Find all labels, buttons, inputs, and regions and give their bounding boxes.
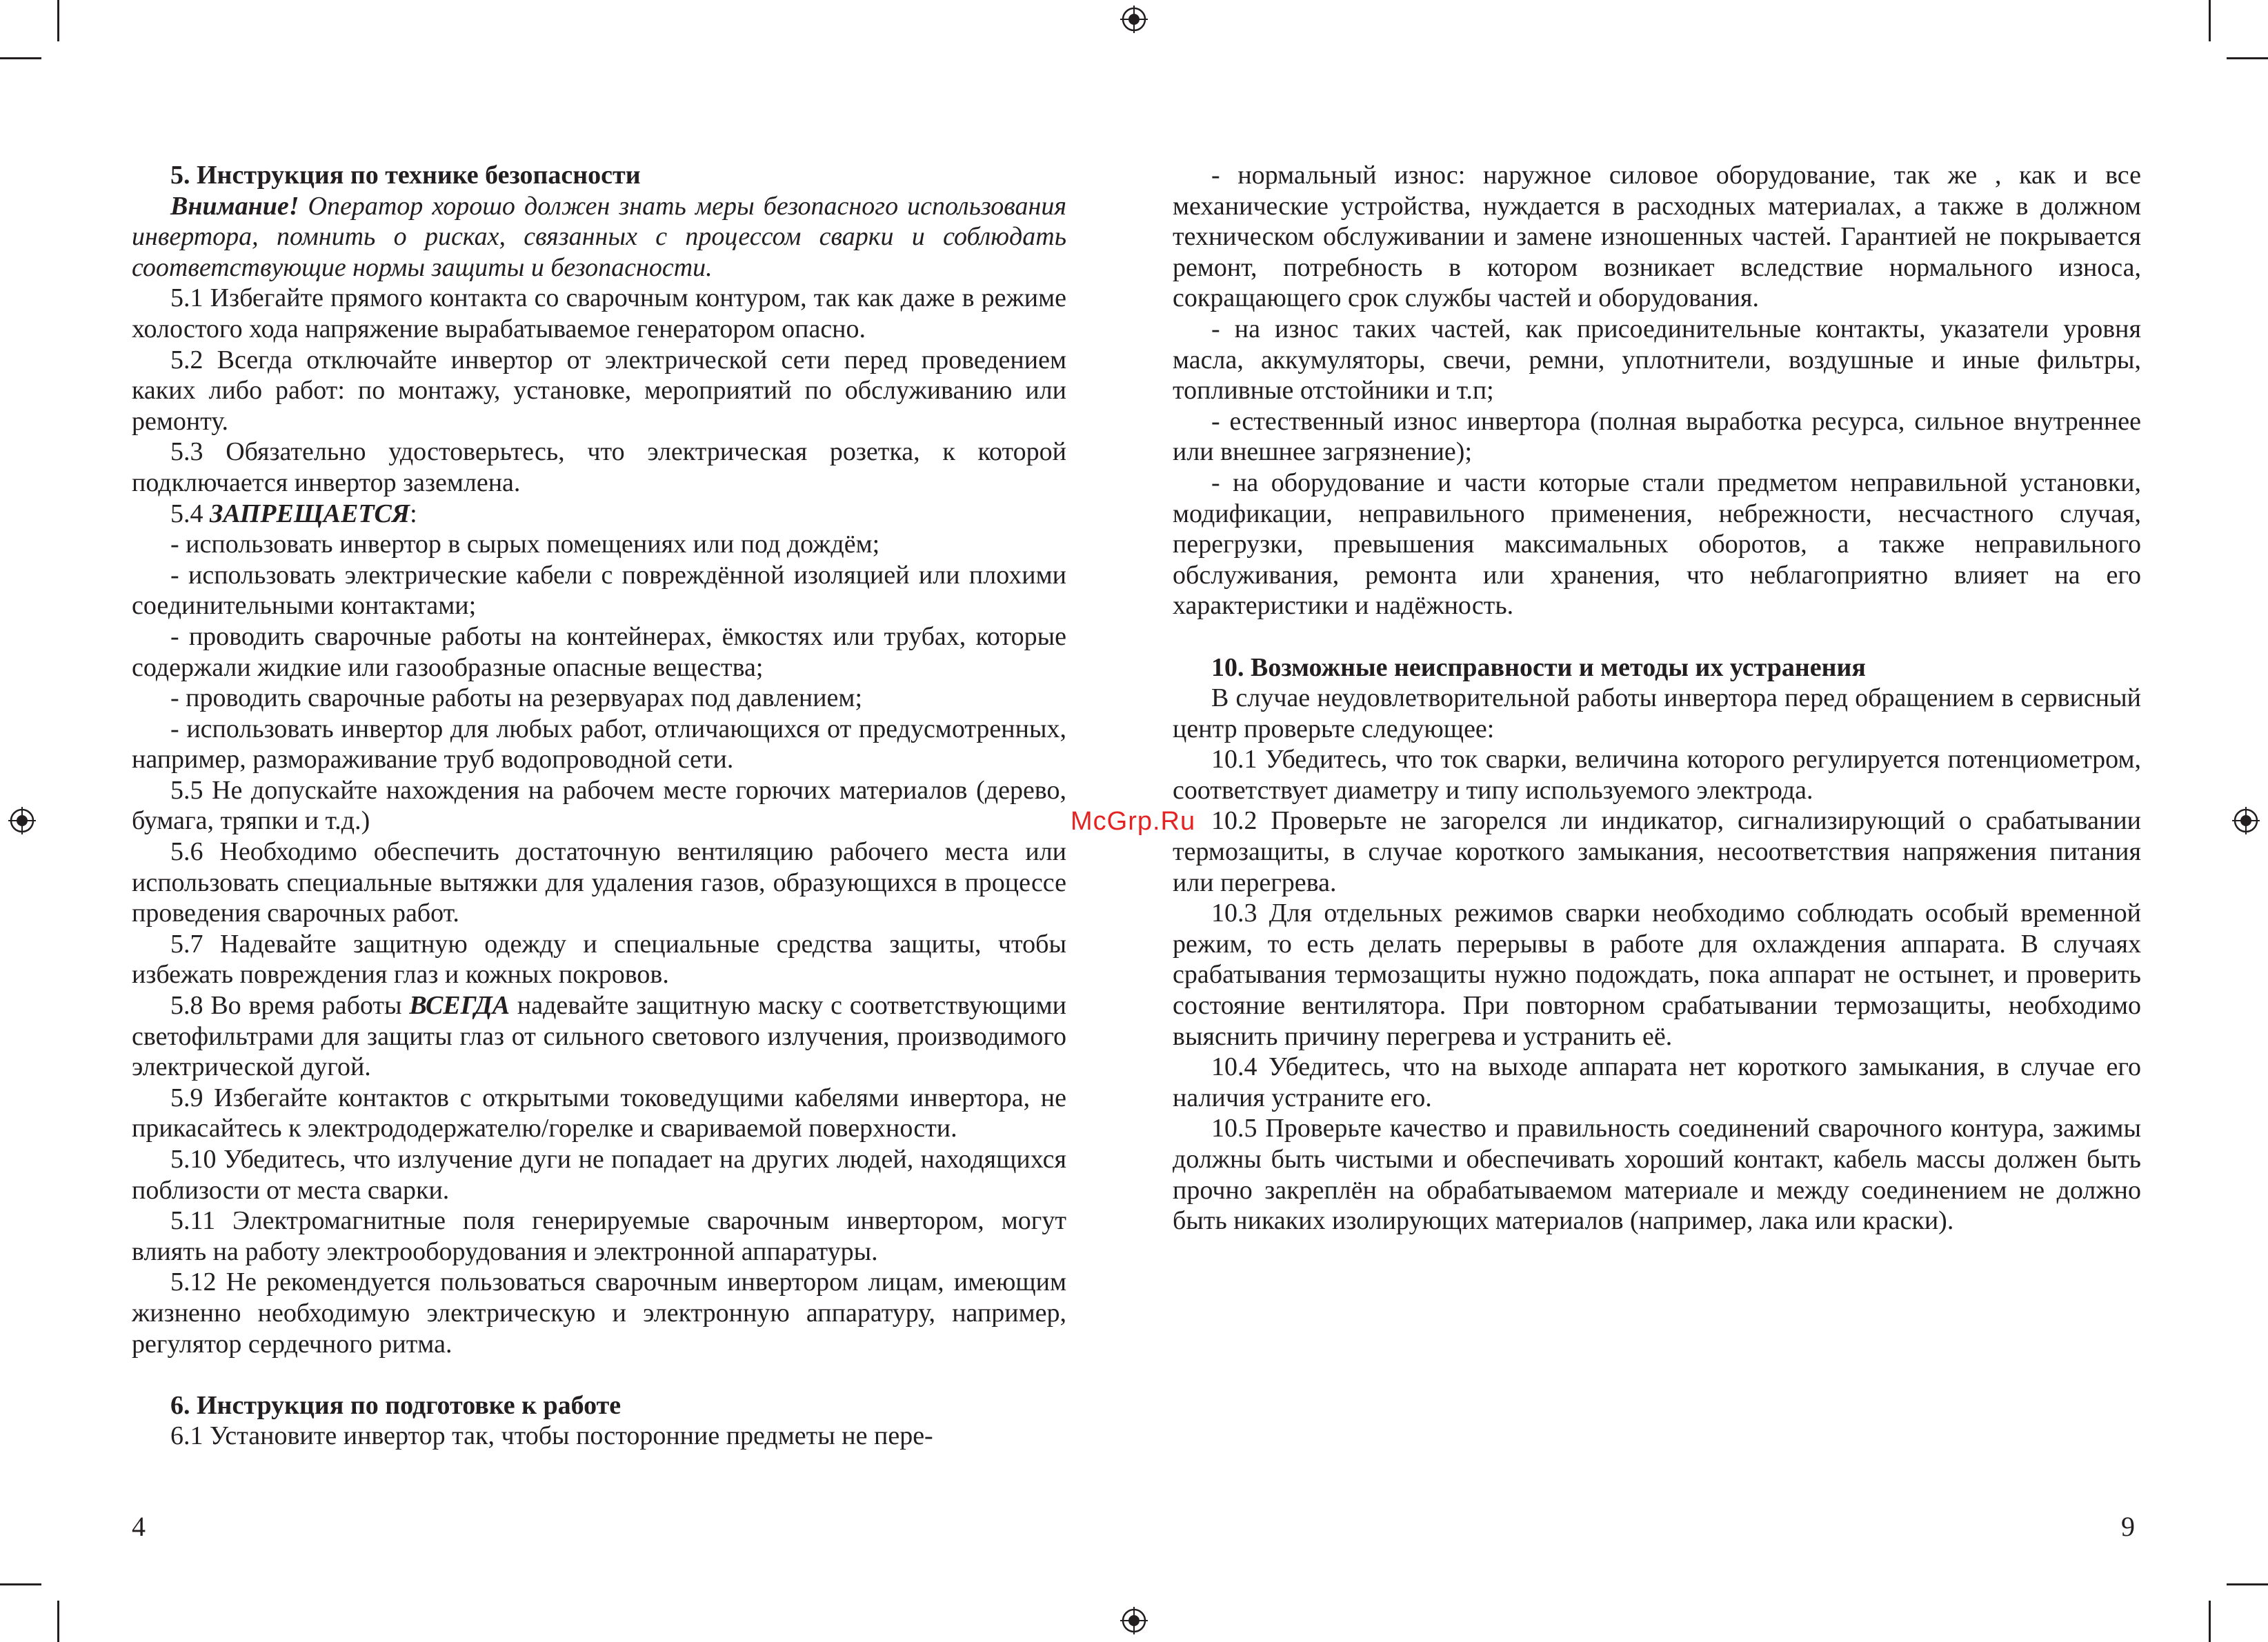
paragraph-5-8	[132, 990, 1066, 1083]
list-item: - использовать инвертор для любых работ, отличающихся от предусмотренных, например, размораживание труб водопроводной сети.	[132, 714, 1066, 774]
paragraph-5-5: 5.5 Не допускайте нахождения на рабочем месте горючих материалов (дерево, бумага, тряпки и т.д.)	[132, 775, 1066, 836]
registration-mark-icon	[8, 807, 36, 834]
spacer	[1173, 621, 2141, 652]
always-word: ВСЕГДА	[409, 991, 510, 1021]
paragraph-5-4	[132, 499, 1066, 530]
list-item: - использовать электрические кабели с повреждённой изоляцией или плохими соединительными контактами;	[132, 560, 1066, 621]
warranty-item: - на износ таких частей, как присоединительные контакты, указатели уровня масла, аккумуляторы, свечи, ремни, уплотнители, воздушные и иные фильтры, топливные отстойники и т.п;	[1173, 314, 2141, 406]
registration-mark-icon	[1120, 1607, 1148, 1634]
notice-label: Внимание!	[170, 191, 299, 221]
paragraph-10-5: 10.5 Проверьте качество и правильность соединений сварочного контура, зажимы должны быть чистыми и обеспечивать хороший контакт, кабель массы должен быть прочно закреплён на обрабатываемом материале и между соединением не должно быть никаких изолирующих материалов (например, лака или краски).	[1173, 1114, 2141, 1236]
trim-mark-top-left-h	[0, 57, 41, 59]
p5-8-start: 5.8 Во время работы	[170, 991, 410, 1021]
paragraph-5-1: 5.1 Избегайте прямого контакта со сварочным контуром, так как даже в режиме холостого хода напряжение вырабатываемое генератором опасно.	[132, 283, 1066, 343]
trim-mark-bottom-right	[2209, 1601, 2211, 1642]
prohibited-word: ЗАПРЕЩАЕТСЯ	[210, 499, 410, 528]
section-10-intro: В случае неудовлетворительной работы инвертора перед обращением в сервисный центр проверьте следующее:	[1173, 683, 2141, 743]
spacer	[132, 1359, 1066, 1390]
list-item: - проводить сварочные работы на резервуарах под давлением;	[170, 683, 863, 713]
paragraph-5-10: 5.10 Убедитесь, что излучение дуги не попадает на других людей, находящихся поблизости от места сварки.	[132, 1145, 1066, 1205]
section-5-title: 5. Инструкция по технике безопасности	[170, 161, 641, 190]
trim-mark-bottom-left-h	[0, 1583, 41, 1585]
warranty-item: - нормальный износ: наружное силовое оборудование, так же , как и все механические устройства, нуждается в расходных материалах, а также в должном техническом обслуживании и замене изношенных частей. Гарантией не покрывается ремонт, потребность в котором возникает вследствие нормального износа, сокращающего срок службы частей и оборудования.	[1173, 161, 2141, 313]
trim-mark-top-right	[2209, 0, 2211, 41]
trim-mark-bottom-right-h	[2227, 1583, 2268, 1585]
section-6-title: 6. Инструкция по подготовке к работе	[170, 1390, 621, 1420]
trim-mark-top-left	[57, 0, 59, 41]
paragraph-5-12: 5.12 Не рекомендуется пользоваться сварочным инвертором лицам, имеющим жизненно необходимую электрическую и электронную аппаратуру, например, регулятор сердечного ритма.	[132, 1268, 1066, 1359]
page-number-right: 9	[2121, 1511, 2135, 1542]
p5-8-end: надевайте защитную маску с соответствующими светофильтрами для защиты глаз от сильного светового излучения, производимого электрической дугой.	[132, 991, 1066, 1082]
paragraph-10-3: 10.3 Для отдельных режимов сварки необходимо соблюдать особый временной режим, то есть делать перерывы в работе для охлаждения аппарата. В случаях срабатывания термозащиты нужно подождать, пока аппарат не остынет, и проверить состояние вентилятора. При повторном срабатывании термозащиты, необходимо выяснить причину перегрева и устранить её.	[1173, 899, 2141, 1051]
left-page-column	[132, 160, 1066, 1452]
right-page-column	[1173, 160, 2141, 1236]
paragraph-10-1: 10.1 Убедитесь, что ток сварки, величина которого регулируется потенциометром, соответствует диаметру и типу используемого электрода.	[1173, 745, 2141, 805]
warranty-item: - естественный износ инвертора (полная выработка ресурса, сильное внутреннее или внешнее загрязнение);	[1173, 406, 2141, 467]
watermark: McGrp.Ru	[1068, 807, 1198, 837]
registration-mark-icon	[1120, 6, 1148, 33]
notice-text: Оператор хорошо должен знать меры безопасного использования инвертора, помнить о рисках, связанных с процессом сварки и соблюдать соответствующие нормы защиты и безопасности.	[132, 191, 1066, 282]
registration-mark-icon	[2232, 807, 2260, 834]
paragraph-5-11: 5.11 Электромагнитные поля генерируемые сварочным инвертором, могут влиять на работу электрооборудования и электронной аппаратуры.	[132, 1206, 1066, 1266]
paragraph-10-4: 10.4 Убедитесь, что на выходе аппарата нет короткого замыкания, в случае его наличия устраните его.	[1173, 1052, 2141, 1112]
paragraph-5-6: 5.6 Необходимо обеспечить достаточную вентиляцию рабочего места или использовать специальные вытяжки для удаления газов, образующихся в процессе проведения сварочных работ.	[132, 837, 1066, 928]
paragraph-5-2: 5.2 Всегда отключайте инвертор от электрической сети перед проведением каких либо работ: по монтажу, установке, мероприятий по обслуживанию или ремонту.	[132, 345, 1066, 436]
warranty-item: - на оборудование и части которые стали предметом неправильной установки, модификации, неправильного применения, небрежности, несчастного случая, перегрузки, превышения максимальных оборотов, а также неправильного обслуживания, ремонта или хранения, что неблагоприятно влияет на его характеристики и надёжность.	[1173, 468, 2141, 621]
list-item: - использовать инвертор в сырых помещениях или под дождём;	[170, 530, 880, 559]
p5-4-number: 5.4	[170, 499, 210, 528]
paragraph-6-1: 6.1 Установите инвертор так, чтобы посторонние предметы не пере-	[170, 1421, 933, 1451]
paragraph-5-7: 5.7 Надевайте защитную одежду и специальные средства защиты, чтобы избежать повреждения глаз и кожных покровов.	[132, 929, 1066, 990]
section-10-title: 10. Возможные неисправности и методы их устранения	[1211, 652, 1866, 682]
paragraph-5-3: 5.3 Обязательно удостоверьтесь, что электрическая розетка, к которой подключается инвертор заземлена.	[132, 437, 1066, 497]
list-item: - проводить сварочные работы на контейнерах, ёмкостях или трубах, которые содержали жидкие или газообразные опасные вещества;	[132, 621, 1066, 682]
paragraph-10-2: 10.2 Проверьте не загорелся ли индикатор, сигнализирующий о срабатывании термозащиты, в случае короткого замыкания, несоответствия напряжения питания или перегрева.	[1173, 806, 2141, 897]
p5-4-colon: :	[410, 499, 417, 528]
trim-mark-top-right-h	[2227, 57, 2268, 59]
paragraph-5-9: 5.9 Избегайте контактов с открытыми токоведущими кабелями инвертора, не прикасайтесь к электрододержателю/горелке и свариваемой поверхности.	[132, 1083, 1066, 1143]
page-number-left: 4	[132, 1511, 146, 1542]
safety-notice	[132, 191, 1066, 283]
trim-mark-bottom-left	[57, 1601, 59, 1642]
